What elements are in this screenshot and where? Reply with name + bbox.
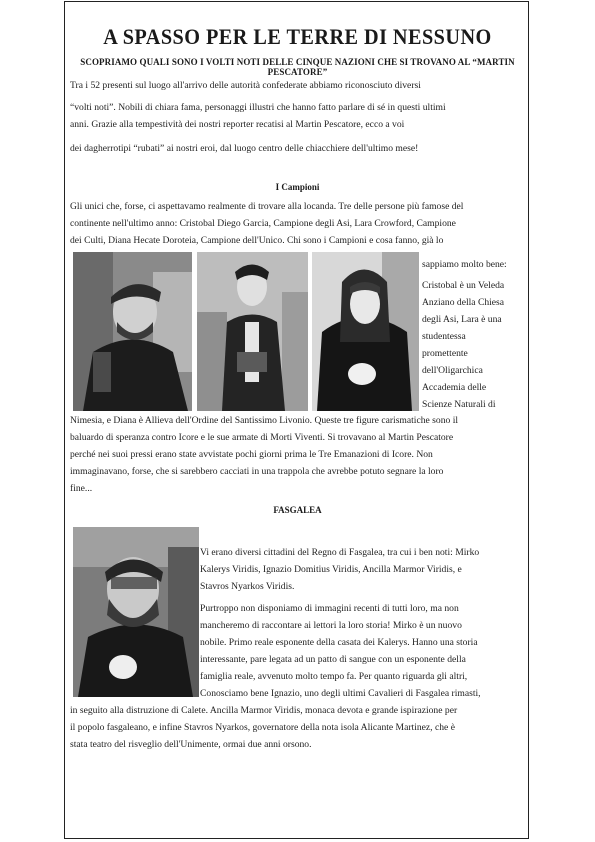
body-line: dei Culti, Diana Hecate Doroteia, Campione dell'Unico. Chi sono i Campioni e cosa fanno, già lo	[70, 235, 444, 246]
photo-cristobal	[73, 252, 192, 411]
intro-line: anni. Grazie alla tempestività dei nostri reporter recatisi al Martin Pescatore, ecco a voi	[70, 119, 405, 130]
fasgalea-line: nobile. Primo reale esponente della casata dei Kalerys. Hanno una storia	[200, 637, 478, 648]
side-line: Scienze Naturali di	[422, 399, 496, 410]
intro-line: “volti noti”. Nobili di chiara fama, personaggi illustri che hanno fatto parlare di sé in questi ultimi	[70, 102, 446, 113]
body-line: continente nell'ultimo anno: Cristobal Diego Garcia, Campione degli Asi, Lara Crowford, Campione	[70, 218, 456, 229]
article-title: A SPASSO PER LE TERRE DI NESSUNO	[103, 24, 492, 49]
side-line: Anziano della Chiesa	[422, 297, 505, 308]
side-line: promettente	[422, 348, 468, 359]
fasgalea-line: Purtroppo non disponiamo di immagini recenti di tutti loro, ma non	[200, 603, 459, 614]
side-line: studentessa	[422, 331, 466, 342]
intro-line: Tra i 52 presenti sul luogo all'arrivo delle autorità confederate abbiamo riconosciuto diversi	[70, 80, 421, 91]
side-line: degli Asi, Lara è una	[422, 314, 502, 325]
side-line: Accademia delle	[422, 382, 487, 393]
body-line: baluardo di speranza contro Icore e le sue armate di Morti Viventi. Si trovavano al Martin Pescatore	[70, 432, 454, 443]
fasgalea-line: interessante, pare legata ad un patto di sangue con un esponente della	[200, 654, 466, 665]
section-heading-campioni: I Campioni	[275, 182, 320, 192]
photo-mirko	[73, 527, 199, 697]
fasgalea-line: Stavros Nyarkos Viridis.	[200, 581, 295, 592]
photo-diana	[312, 252, 419, 411]
body-line: Gli unici che, forse, ci aspettavamo realmente di trovare alla locanda. Tre delle persone più famose del	[70, 201, 464, 212]
body-line: il popolo fasgaleano, e infine Stavros Nyarkos, governatore della nota isola Alicante Martinez, che è	[70, 722, 455, 733]
side-line: Cristobal è un Veleda	[422, 280, 505, 291]
body-line: stata teatro del risveglio dell'Unimente, ormai due anni orsono.	[70, 739, 312, 750]
side-line: sappiamo molto bene:	[422, 259, 507, 270]
body-line: Nimesia, e Diana è Allieva dell'Ordine del Santissimo Livonio. Queste tre figure carismatiche sono il	[70, 415, 459, 426]
photo-lara	[197, 252, 308, 411]
section-heading-fasgalea: FASGALEA	[273, 505, 322, 515]
body-line: fine...	[70, 483, 93, 494]
intro-line: dei dagherrotipi “rubati” ai nostri eroi, dal luogo centro delle chiacchiere dell'ultimo mese!	[70, 143, 419, 154]
body-line: immaginavano, forse, che si sarebbero cacciati in una trappola che avrebbe potuto segnare la loro	[70, 466, 444, 477]
body-line: in seguito alla distruzione di Calete. Ancilla Marmor Viridis, monaca devota e grande ispirazione per	[70, 705, 458, 716]
side-line: dell'Oligarchica	[422, 365, 483, 376]
fasgalea-line: mancheremo di raccontare ai lettori la loro storia! Mirko è un nuovo	[200, 620, 462, 631]
fasgalea-line: famiglia reale, avvenuto molto tempo fa. Per quanto riguarda gli altri,	[200, 671, 468, 682]
article-subtitle: SCOPRIAMO QUALI SONO I VOLTI NOTI DELLE CINQUE NAZIONI CHE SI TROVANO AL “MARTIN PESCATORE”	[80, 57, 515, 77]
fasgalea-line: Vi erano diversi cittadini del Regno di Fasgalea, tra cui i ben noti: Mirko	[200, 547, 480, 558]
body-line: perché nei suoi pressi erano state avvistate pochi giorni prima le Tre Emanazioni di Icore. Non	[70, 449, 433, 460]
fasgalea-line: Kalerys Viridis, Ignazio Domitius Viridis, Ancilla Marmor Viridis, e	[200, 564, 462, 575]
fasgalea-line: Conosciamo bene Ignazio, uno degli ultimi Cavalieri di Fasgalea rimasti,	[200, 688, 481, 699]
